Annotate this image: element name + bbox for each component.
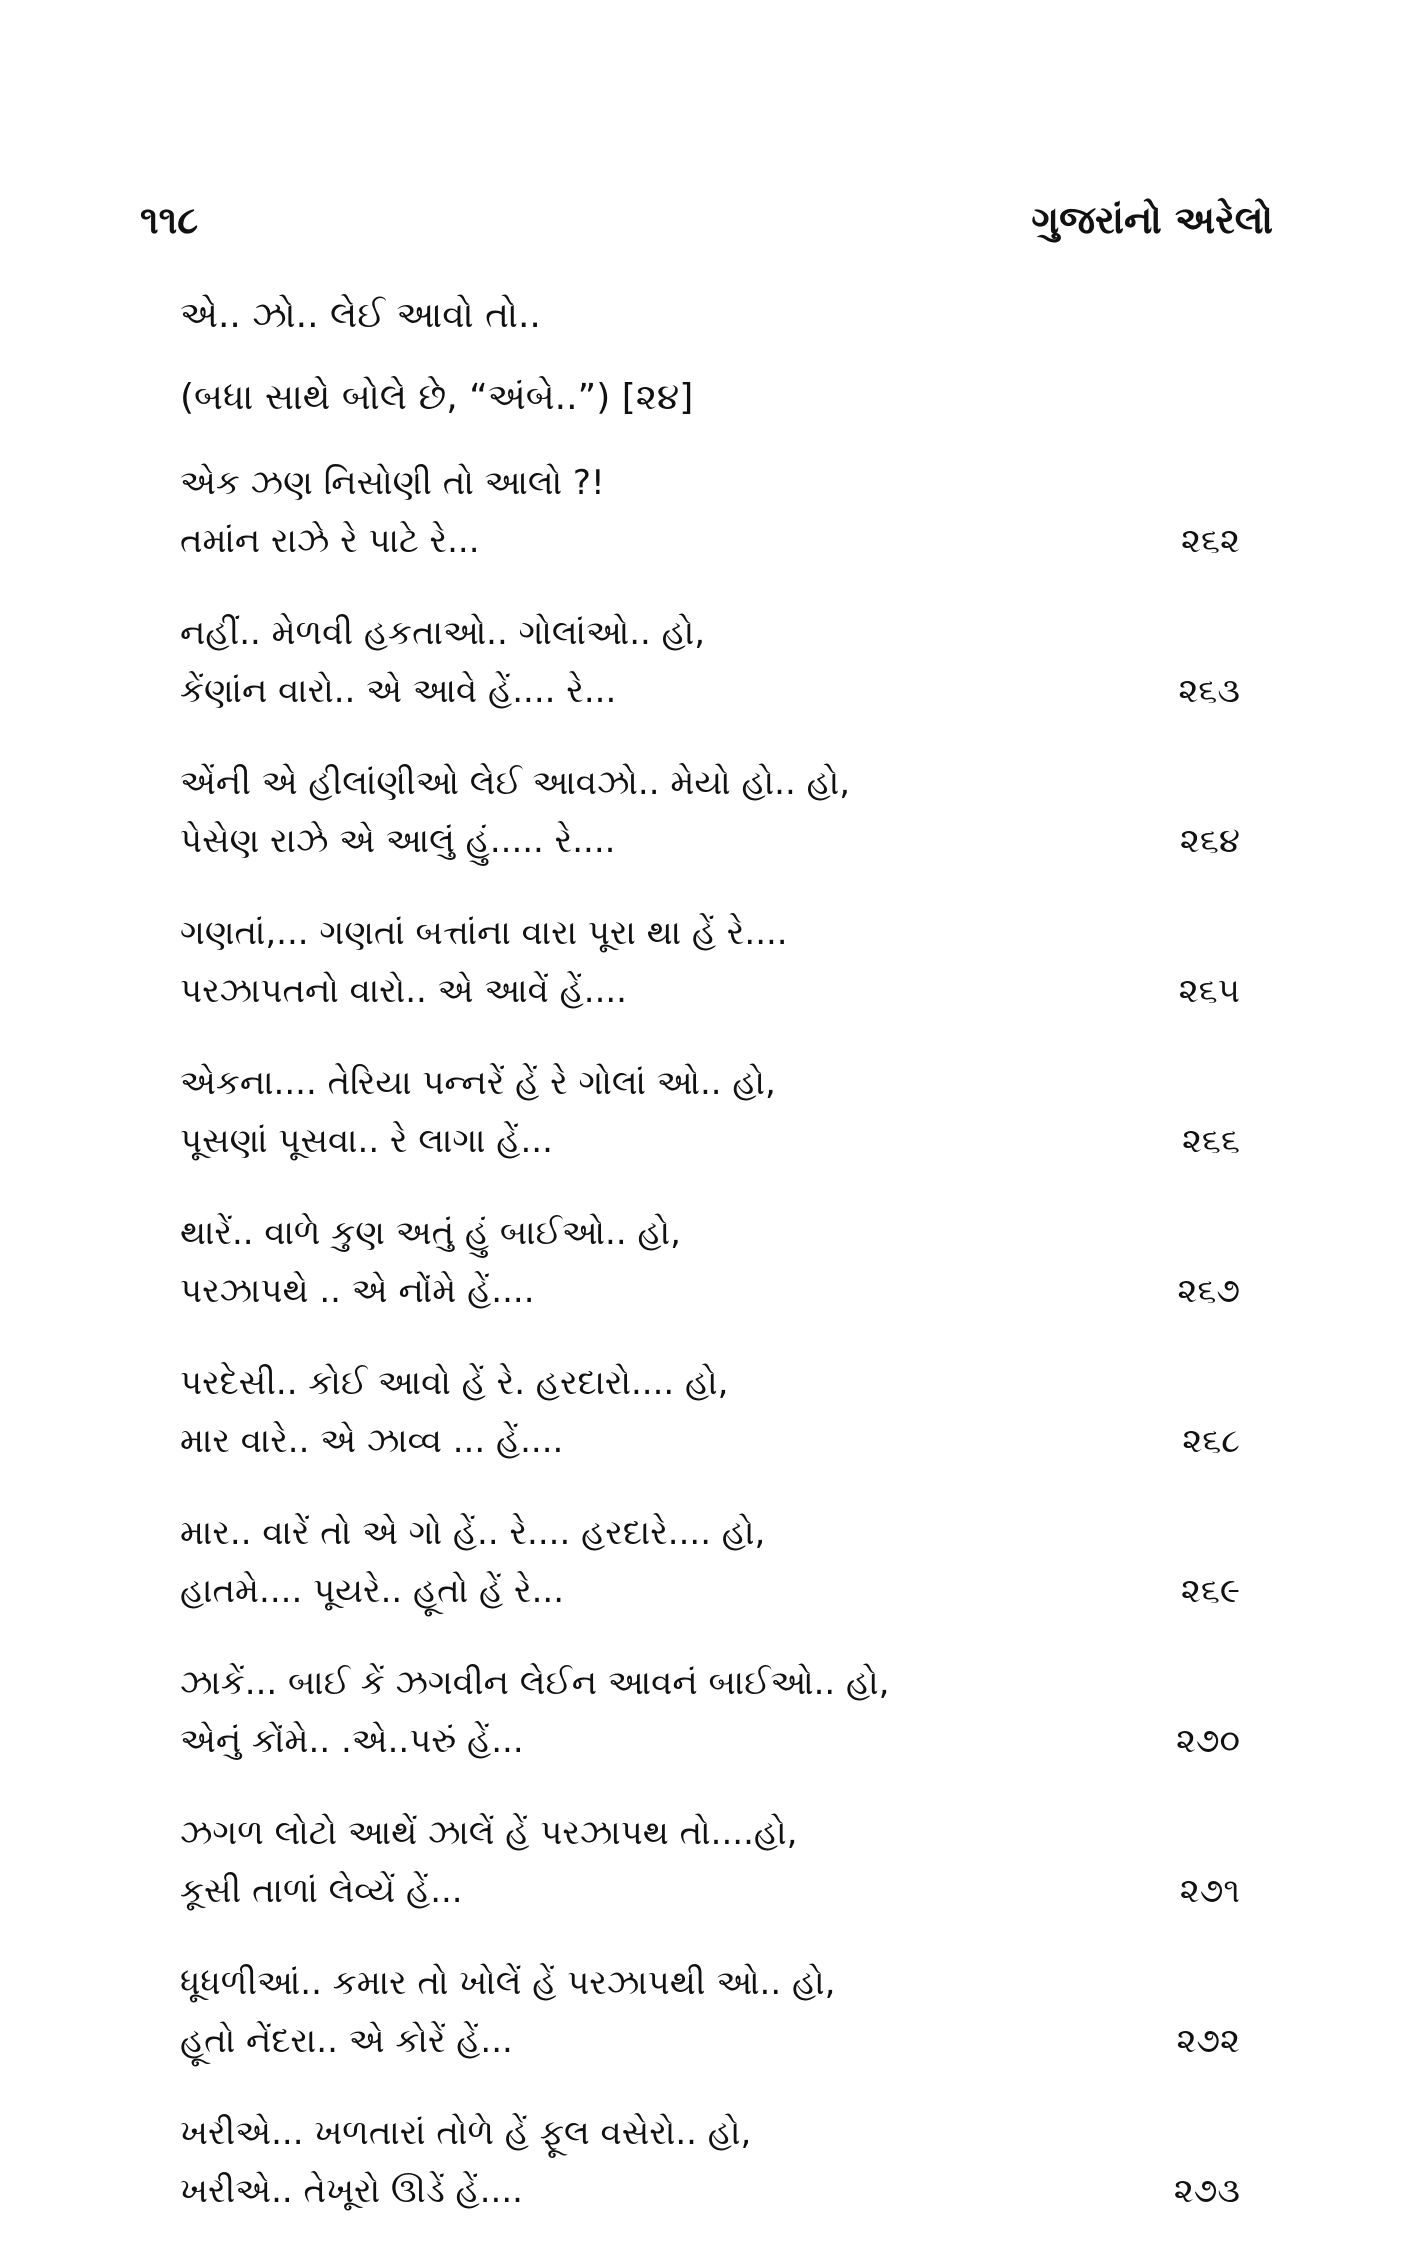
verse-line: નહીં.. મેળવી હકતાઓ.. ગોલાંઓ.. હો, [180,613,706,653]
verse-line: એનું કોંમે.. .એ..પરું હેં... [180,1721,524,1761]
verse-line: એકના.... તેરિયા પન્નરેં હેં રે ગોલાં ઓ.. હો, [180,1063,776,1103]
stanza-272 [180,1954,1240,2070]
verse-line: કૂસી તાળાં લેવ્યેં હેં... [180,1871,463,1911]
intro-stage-direction: (બધા સાથે બોલે છે, “અંબે..”) [૨૪] [180,377,694,418]
verse-line: તમાંન રાઝે રે પાટે રે... [180,521,480,561]
verse-line: ધૂધળીઆં.. કમાર તો ખોલેં હેં પરઝાપથી ઓ.. હો, [180,1963,836,2003]
verse-line: ઝાકેં... બાઈ કેં ઝગવીન લેઈન આવનં બાઈઓ.. હો, [180,1663,890,1703]
book-title: ગુજરાંનો અરેલો [1031,197,1273,242]
verse-line: પેસેણ રાઝે એ આલું હું..... રે.... [180,821,616,861]
verse-number: ૨૬૩ [1178,671,1240,711]
verse-number: ૨૭૨ [1176,2021,1240,2061]
verse-line: ખરીએ.. તેખૂરો ઊડેં હેં.... [180,2171,523,2211]
verse-line: હૂતો નેંદરા.. એ કોરેં હેં... [180,2021,513,2061]
stanza-273 [180,2104,1240,2220]
verse-line: ખરીએ... ખળતારાં તોળે હેં ફૂલ વસેરો.. હો, [180,2113,752,2153]
verse-number: ૨૬૬ [1181,1121,1240,1161]
verse-line: માર વારે.. એ ઝાવ્વ ... હેં.... [180,1421,564,1461]
poem-body [180,290,1240,2254]
verse-number: ૨૭૦ [1175,1721,1240,1761]
verse-line: ગણતાં,... ગણતાં બત્તાંના વારા પૂરા થા હેં રે.... [180,913,788,953]
verse-line: હાતમે.... પૂયરે.. હૂતો હેં રે... [180,1571,565,1611]
verse-number: ૨૬૫ [1178,971,1240,1011]
verse-line: એંની એ હીલાંણીઓ લેઈ આવઝો.. મેયો હો.. હો, [180,763,851,803]
stanza-266 [180,1054,1240,1170]
verse-line: કેંણાંન વારો.. એ આવે હેં.... રે... [180,671,617,711]
verse-line: માર.. વારેં તો એ ગો હેં.. રે.... હરદારે.... હો, [180,1513,766,1553]
verse-line: પરઝાપતનો વારો.. એ આવેં હેં.... [180,971,627,1011]
verse-line: થારેં.. વાળે કુણ અતું હું બાઈઓ.. હો, [180,1213,681,1253]
verse-line: એક ઝણ નિસોણી તો આલો ?! [180,463,605,503]
verse-line: પરઝાપથે .. એ નોંમે હેં.... [180,1271,535,1311]
stanza-264 [180,754,1240,870]
verse-number: ૨૬૮ [1182,1421,1240,1461]
stanza-268 [180,1354,1240,1470]
verse-number: ૨૬૭ [1177,1271,1240,1311]
verse-number: ૨૭૧ [1179,1871,1240,1911]
verse-line: ઝગળ લોટો આથેં ઝાલેં હેં પરઝાપથ તો....હો, [180,1813,798,1853]
stanza-270 [180,1654,1240,1770]
stanza-265 [180,904,1240,1020]
stanza-271 [180,1804,1240,1920]
verse-number: ૨૬૨ [1181,521,1240,561]
stanza-262 [180,454,1240,570]
verse-number: ૨૬૪ [1179,821,1240,861]
verse-line: પરદેસી.. કોઈ આવો હેં રે. હરદારો.... હો, [180,1363,729,1403]
verse-line: પૂસણાં પૂસવા.. રે લાગા હેં... [180,1121,553,1161]
stanza-267 [180,1204,1240,1320]
verse-number: ૨૬૯ [1180,1571,1240,1611]
page-number: ૧૧૮ [140,197,199,242]
stanza-269 [180,1504,1240,1620]
intro-line: એ.. ઝો.. લેઈ આવો તો.. [180,295,541,336]
running-header [140,190,1273,250]
stanza-263 [180,604,1240,720]
verse-number: ૨૭૩ [1173,2171,1240,2211]
